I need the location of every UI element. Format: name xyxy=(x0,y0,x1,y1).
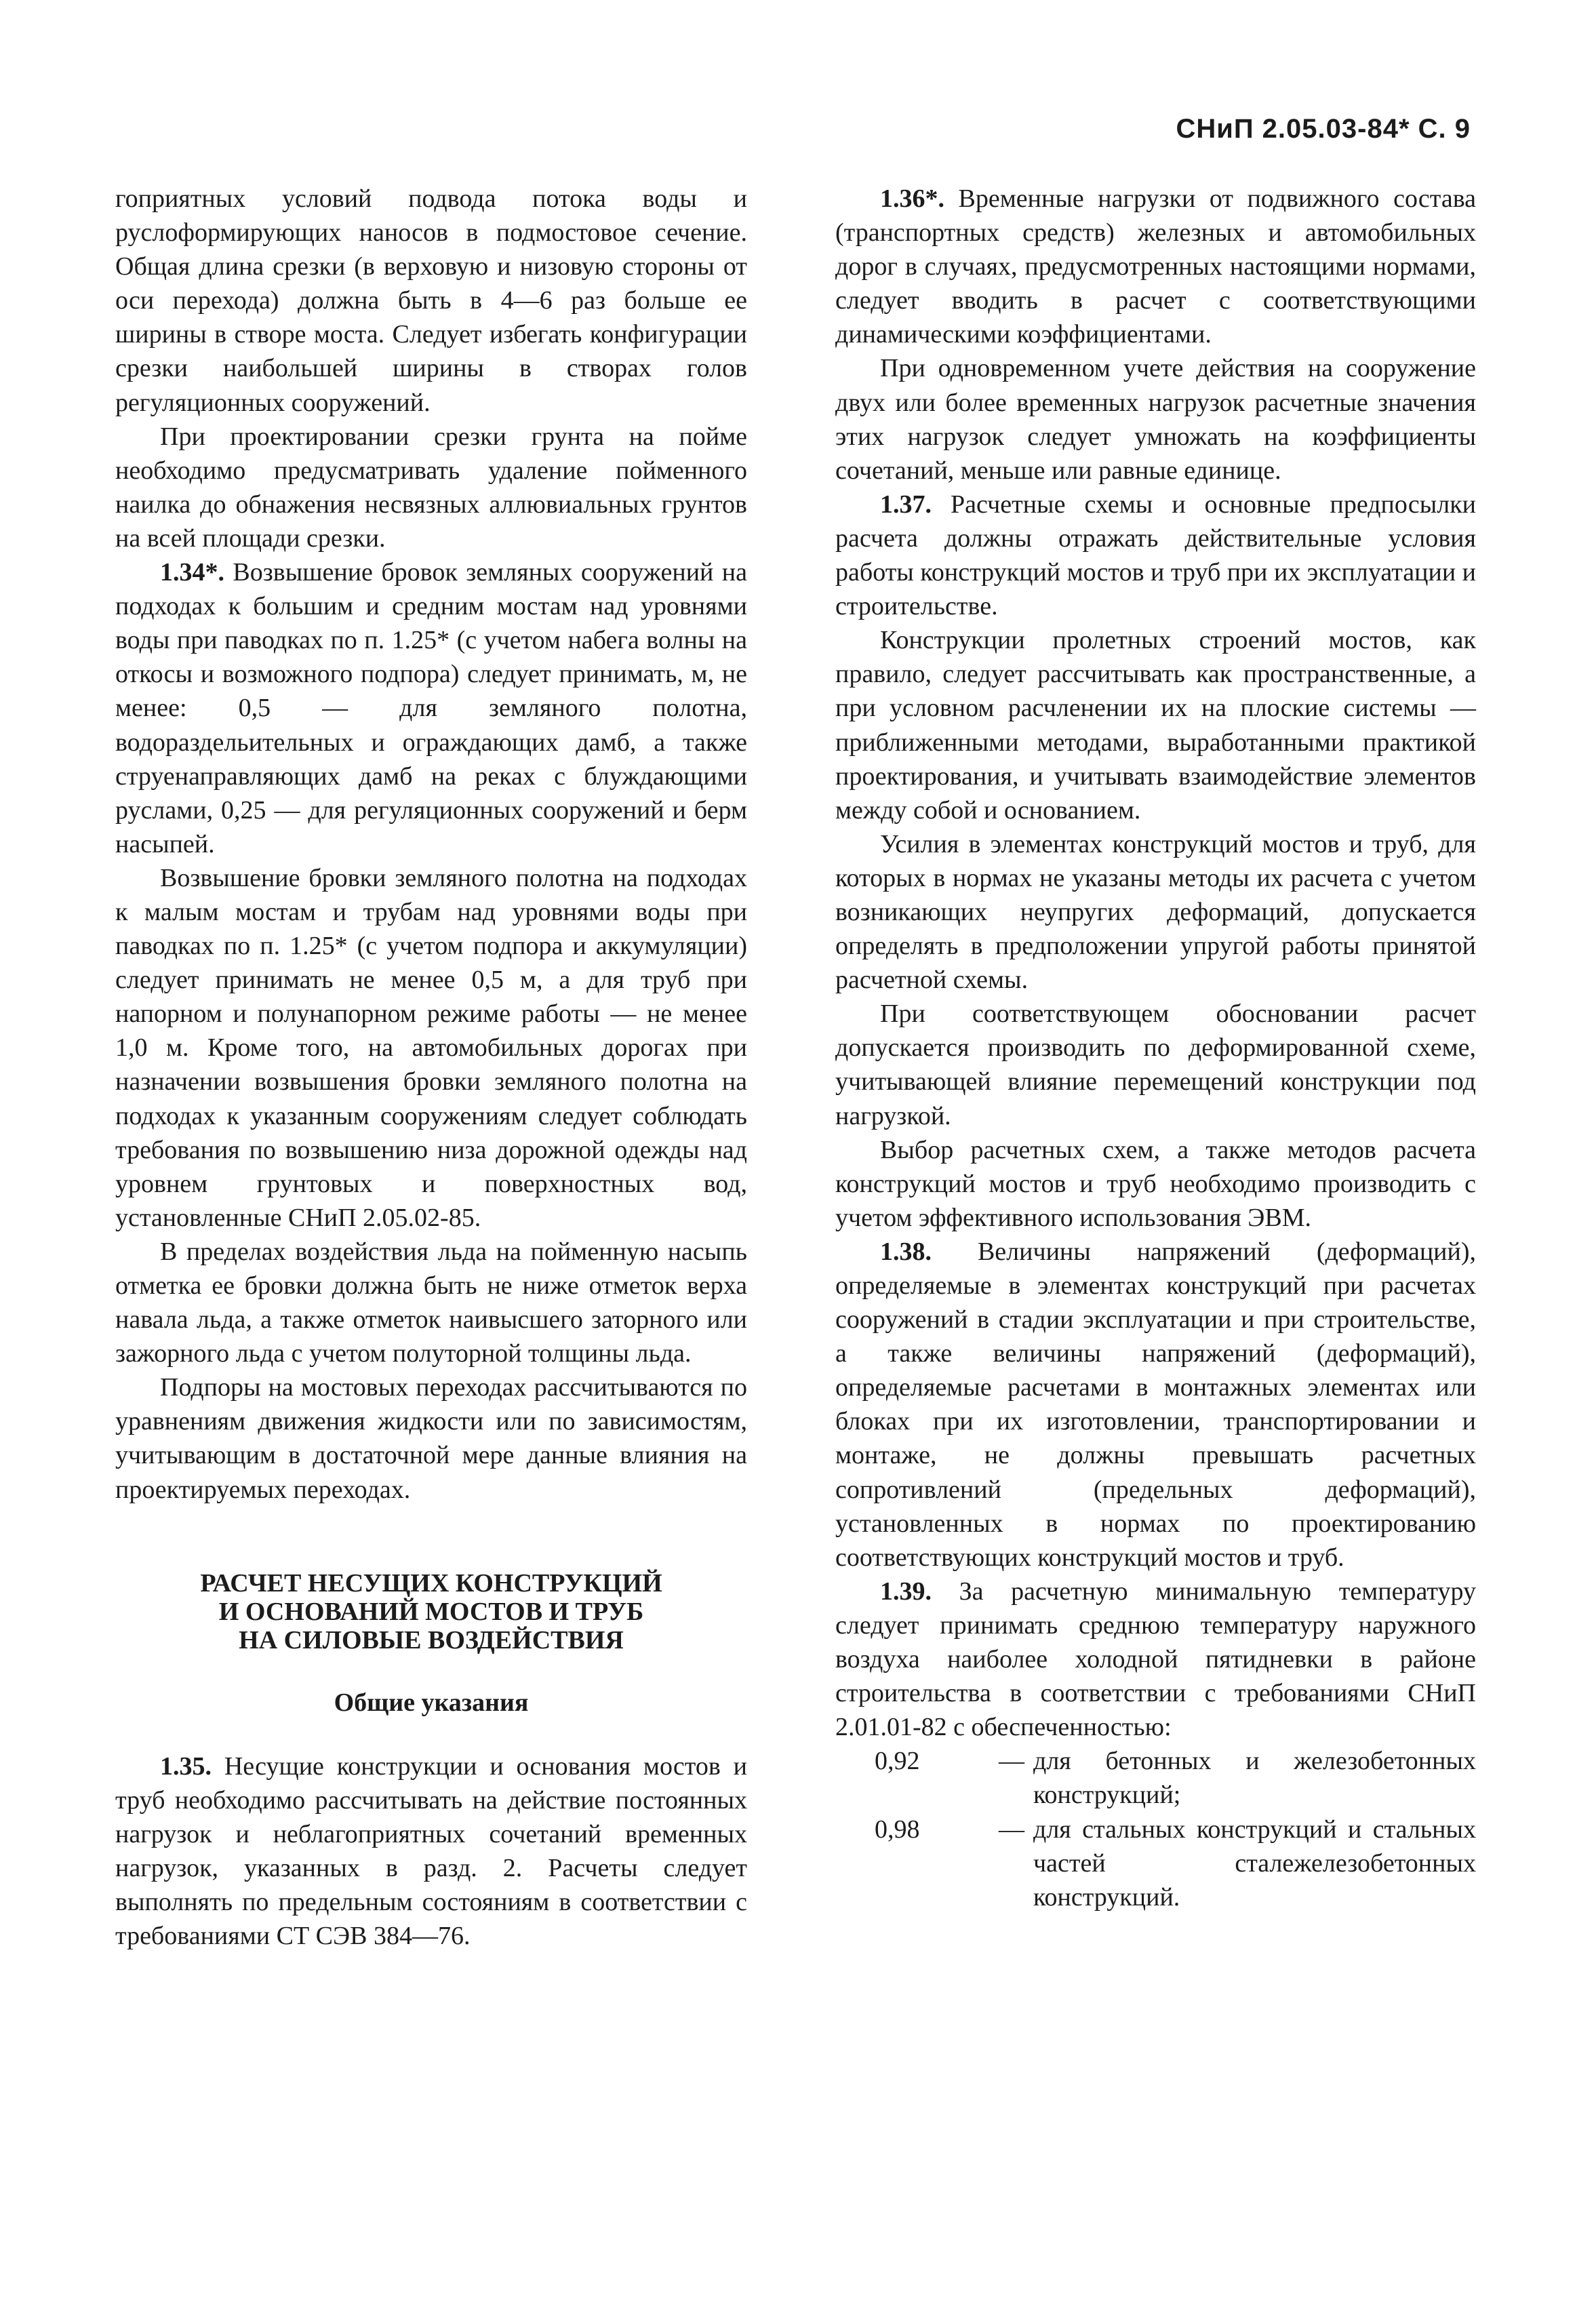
coefficient-item xyxy=(835,1744,1476,1812)
dash: — xyxy=(999,1747,1024,1776)
paragraph-1-35 xyxy=(115,1749,747,1954)
coefficient-item xyxy=(835,1813,1476,1914)
paragraph: Возвышение бровки земляного полотна на подходах к малым мостам и трубам над уровнями воды при паводках по п. 1.25* (с учетом подпора и аккумуляции) следует принимать не менее 0,5 м, а для труб при напорном и полунапорном режиме работы — не менее 1,0 м. Кроме того, на автомобильных дорогах при назначении возвышения бровки земляного полотна на подходах к указанным сооружениям следует соблюдать требования по возвышению низа дорожной одежды над уровнем грунтовых и поверхностных вод, установленные СНиП 2.05.02-85. xyxy=(115,863,747,1232)
paragraph-text: Временные нагрузки от подвижного состава (транспортных средств) железных и автомобильных дорог в случаях, предусмотренных настоящими нормами, следует вводить в расчет с соответствующими динамическими коэффициентами. xyxy=(835,184,1476,349)
section-heading-line: И ОСНОВАНИЙ МОСТОВ И ТРУБ xyxy=(218,1597,644,1626)
paragraph-1-39 xyxy=(835,1575,1476,1744)
paragraph-text: Расчетные схемы и основные предпосылки расчета должны отражать действительные условия работы конструкций мостов и труб при их эксплуатации и строительстве. xyxy=(835,490,1476,621)
dash: — xyxy=(999,1815,1024,1844)
section-heading xyxy=(115,1569,747,1655)
paragraph: При одновременном учете действия на сооружение двух или более временных нагрузок расчетные значения этих нагрузок следует умножать на коэффициенты сочетаний, меньше или равные единице. xyxy=(835,354,1476,485)
paragraph-text: Возвышение бровок земляных сооружений на подходах к большим и средним мостам над уровнями воды при паводках по п. 1.25* (с учетом набега волны на откосы и возможного подпора) следует принимать, м, не менее: 0,5 — для земляного полотна, водораздельительных и ограждающих дамб, а также струенаправляющих дамб на реках с блуждающими руслами, 0,25 — для регуляционных сооружений и берм насыпей. xyxy=(115,558,747,858)
clause-number: 1.36*. xyxy=(880,184,944,213)
paragraph-text: Несущие конструкции и основания мостов и труб необходимо рассчитывать на действие постоянных нагрузок и неблагоприятных сочетаний временных нагрузок, указанных в разд. 2. Расчеты следует выполнять по предельным состояниям в соответствии с требованиями СТ СЭВ 384—76. xyxy=(115,1751,747,1951)
right-column xyxy=(835,182,1476,1914)
clause-number: 1.39. xyxy=(880,1577,932,1606)
clause-number: 1.38. xyxy=(880,1237,932,1266)
coefficient-description: для бетонных и железобетонных конструкций; xyxy=(1033,1747,1476,1810)
subsection-heading: Общие указания xyxy=(334,1688,529,1717)
clause-number: 1.34*. xyxy=(160,558,224,587)
left-column xyxy=(115,182,747,1953)
paragraph-1-38 xyxy=(835,1235,1476,1575)
paragraph: При проектировании срезки грунта на пойме необходимо предусматривать удаление пойменного наилка до обнажения несвязных аллювиальных грунтов на всей площади срезки. xyxy=(115,422,747,553)
paragraph: Выбор расчетных схем, а также методов расчета конструкций мостов и труб необходимо производить с учетом эффективного использования ЭВМ. xyxy=(835,1135,1476,1232)
section-heading-line: РАСЧЕТ НЕСУЩИХ КОНСТРУКЦИЙ xyxy=(200,1568,662,1598)
coefficient-value: 0,92 xyxy=(875,1747,920,1776)
paragraph: При соответствующем обосновании расчет допускается производить по деформированной схеме, учитывающей влияние перемещений конструкции под нагрузкой. xyxy=(835,999,1476,1130)
clause-number: 1.35. xyxy=(160,1751,212,1781)
paragraph: Конструкции пролетных строений мостов, как правило, следует рассчитывать как пространственные, а при условном расчленении их на плоские системы — приближенными методами, выработанными практикой проектирования, и учитывать взаимодействие элементов между собой и основанием. xyxy=(835,626,1476,825)
coefficient-description: для стальных конструкций и стальных частей сталежелезобетонных конструкций. xyxy=(1033,1815,1476,1912)
paragraph-1-36 xyxy=(835,182,1476,351)
paragraph-1-37 xyxy=(835,488,1476,623)
page-header: СНиП 2.05.03-84* С. 9 xyxy=(1176,114,1471,144)
paragraph-text: За расчетную минимальную температуру следует принимать среднюю температуру наружного воздуха наиболее холодной пятидневки в районе строительства в соответствии с требованиями СНиП 2.01.01-82 с обеспеченностью: xyxy=(835,1577,1476,1742)
paragraph-1-34 xyxy=(115,555,747,861)
paragraph: Усилия в элементах конструкций мостов и труб, для которых в нормах не указаны методы их расчета с учетом возникающих неупругих деформаций, допускается определять в предположении упругой работы принятой расчетной схемы. xyxy=(835,829,1476,995)
paragraph-text: Величины напряжений (деформаций), определяемые в элементах конструкций при расчетах сооружений в стадии эксплуатации и при строительстве, а также величины напряжений (деформаций), определяемые расчетами в монтажных элементах или блоках при их изготовлении, транспортировании и монтаже, не должны превышать расчетных сопротивлений (предельных деформаций), установленных в нормах по проектированию соответствующих конструкций мостов и труб. xyxy=(835,1237,1476,1572)
paragraph: гоприятных условий подвода потока воды и руслоформирующих наносов в подмостовое сечение. Общая длина срезки (в верховую и низовую стороны от оси перехода) должна быть в 4—6 раз больше ее ширины в створе моста. Следует избегать конфигурации срезки наибольшей ширины в створах голов регуляционных сооружений. xyxy=(115,184,747,417)
clause-number: 1.37. xyxy=(880,490,932,519)
coefficient-value: 0,98 xyxy=(875,1815,920,1844)
paragraph: Подпоры на мостовых переходах рассчитываются по уравнениям движения жидкости или по зависимостям, учитывающим в достаточной мере данные влияния на проектируемых переходах. xyxy=(115,1373,747,1504)
paragraph: В пределах воздействия льда на пойменную насыпь отметка ее бровки должна быть не ниже отметок верха навала льда, а также отметок наивысшего заторного или зажорного льда с учетом полуторной толщины льда. xyxy=(115,1237,747,1368)
section-heading-line: НА СИЛОВЫЕ ВОЗДЕЙСТВИЯ xyxy=(239,1625,624,1655)
